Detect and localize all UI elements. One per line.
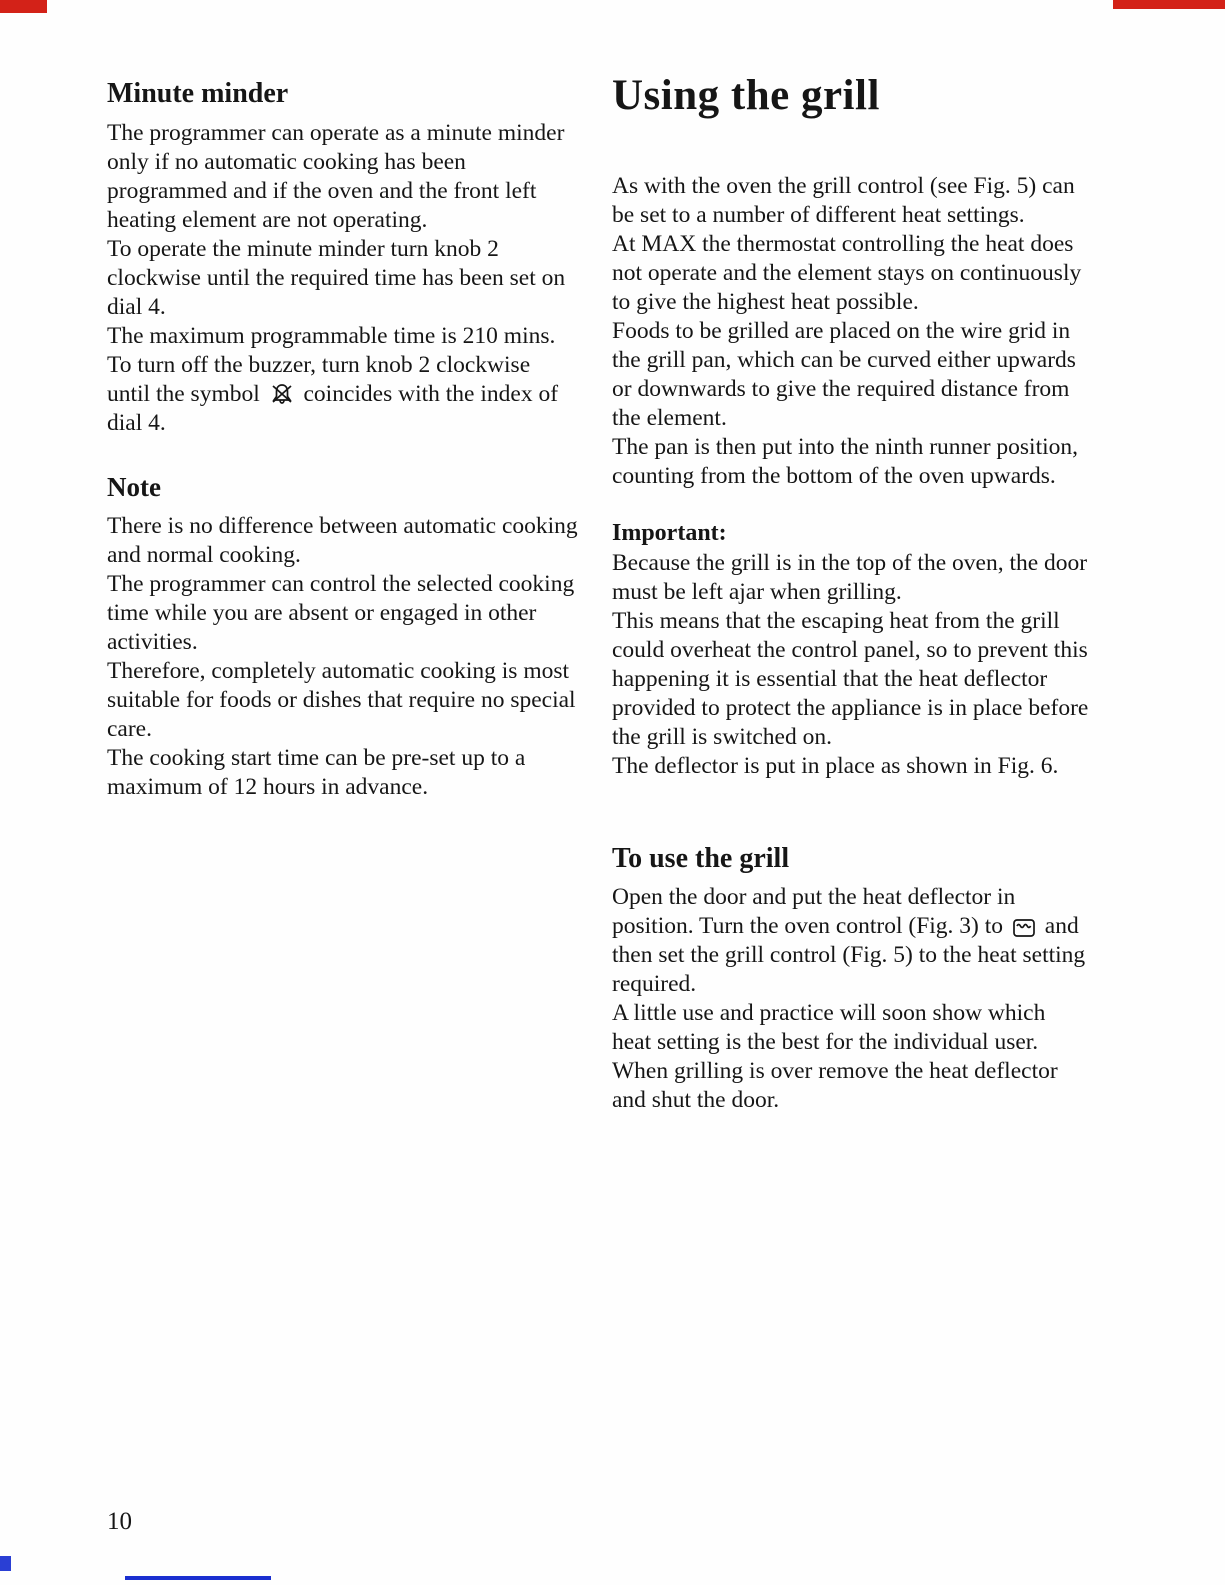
paragraph-with-buzzer-symbol xyxy=(107,351,579,438)
paragraph: Therefore, completely automatic cooking is most suitable for foods or dishes that require no special care. xyxy=(107,658,576,742)
paragraph: A little use and practice will soon show which heat setting is the best for the individual user. xyxy=(612,1000,1046,1055)
paragraph: The maximum programmable time is 210 mins. xyxy=(107,323,556,349)
paragraph: Foods to be grilled are placed on the wire grid in the grill pan, which can be curved either upwards or downwards to give the required distance from the element. xyxy=(612,318,1076,431)
right-column xyxy=(612,72,1090,1115)
paragraph: The programmer can operate as a minute minder only if no automatic cooking has been programmed and if the oven and the front left heating element are not operating. xyxy=(107,120,565,233)
important-heading: Important: xyxy=(612,520,727,546)
paragraph-with-grill-symbol xyxy=(612,883,1090,999)
minute-minder-heading: Minute minder xyxy=(107,78,289,109)
left-column xyxy=(107,78,579,802)
to-use-grill-heading: To use the grill xyxy=(612,843,790,874)
paragraph: As with the oven the grill control (see Fig. 5) can be set to a number of different heat settings. xyxy=(612,173,1075,228)
buzzer-text-before: To turn off the buzzer, turn knob 2 clockwise until the symbol xyxy=(107,352,531,407)
paragraph: The programmer can control the selected cooking time while you are absent or engaged in other activities. xyxy=(107,571,575,655)
scan-artifact-blue-underline xyxy=(125,1576,271,1580)
scan-artifact-red-top-right xyxy=(1113,0,1225,9)
page-title: Using the grill xyxy=(612,72,880,119)
note-heading: Note xyxy=(107,472,161,502)
paragraph: At MAX the thermostat controlling the heat does not operate and the element stays on continuously to give the highest heat possible. xyxy=(612,231,1082,315)
scan-artifact-red-top-left xyxy=(0,0,47,13)
paragraph: There is no difference between automatic cooking and normal cooking. xyxy=(107,513,578,568)
buzzer-text-after: coincides with the index of dial 4. xyxy=(107,381,559,436)
bell-crossed-icon xyxy=(269,382,295,406)
paragraph: Because the grill is in the top of the oven, the door must be left ajar when grilling. xyxy=(612,550,1088,605)
paragraph: The cooking start time can be pre-set up to a maximum of 12 hours in advance. xyxy=(107,745,526,800)
scan-artifact-blue-left-edge xyxy=(0,1556,11,1571)
paragraph: The pan is then put into the ninth runner position, counting from the bottom of the oven upwards. xyxy=(612,434,1079,489)
grill-icon xyxy=(1012,918,1036,938)
paragraph: This means that the escaping heat from the grill could overheat the control panel, so to prevent this happening it is essential that the heat deflector provided to protect the appliance is in place before the grill is switched on. xyxy=(612,608,1089,750)
grill-text-after: and then set the grill control (Fig. 5) to the heat setting required. xyxy=(612,913,1086,997)
paragraph: To operate the minute minder turn knob 2 clockwise until the required time has been set on dial 4. xyxy=(107,236,566,320)
paragraph: When grilling is over remove the heat deflector and shut the door. xyxy=(612,1058,1058,1113)
paragraph: The deflector is put in place as shown in Fig. 6. xyxy=(612,753,1059,779)
page-number: 10 xyxy=(107,1508,132,1535)
grill-text-before: Open the door and put the heat deflector in position. Turn the oven control (Fig. 3) to xyxy=(612,884,1016,939)
